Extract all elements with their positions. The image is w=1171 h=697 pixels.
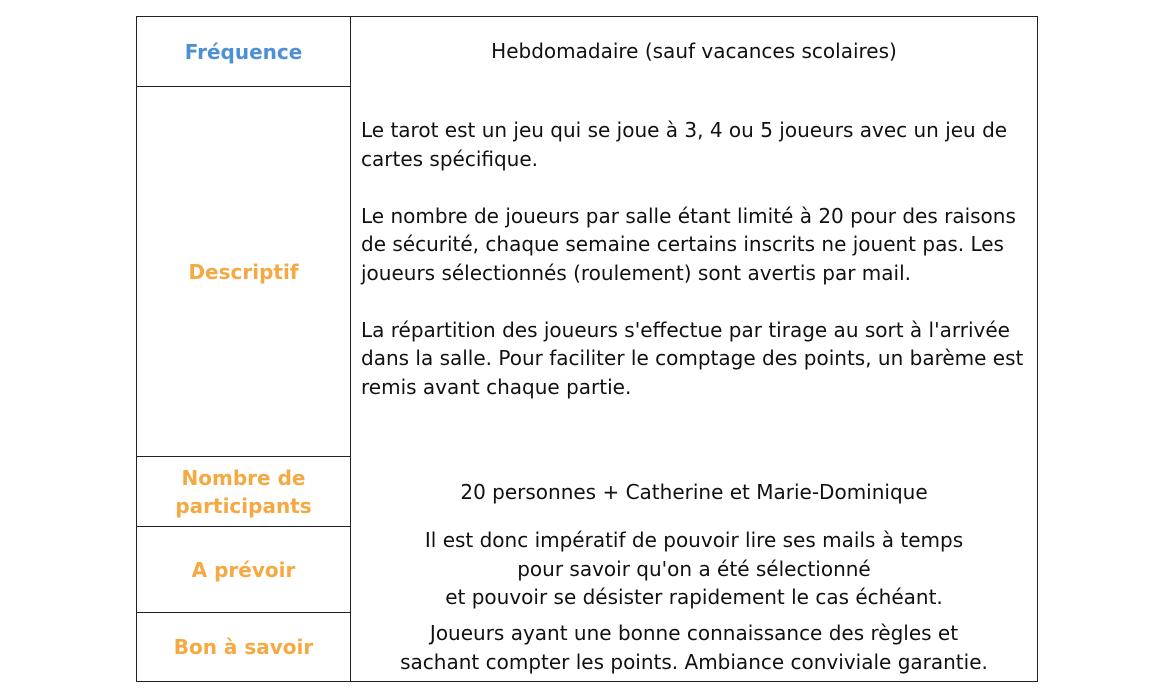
label-descriptif-text: Descriptif — [188, 259, 299, 284]
descriptif-paragraph-3: La répartition des joueurs s'effectue par tirage au sort à l'arrivée dans la salle. Pour faciliter le comptage des points, un barème est remis avant chaque partie. — [361, 317, 1024, 399]
value-frequence: Hebdomadaire (sauf vacances scolaires) — [491, 39, 897, 63]
a-prevoir-line-1: Il est donc impératif de pouvoir lire ses mails à temps — [424, 528, 964, 552]
value-descriptif — [361, 116, 1033, 401]
label-descriptif — [137, 87, 350, 457]
label-frequence-text: Fréquence — [184, 39, 303, 64]
label-a-prevoir — [137, 527, 350, 613]
bon-a-savoir-line-1: Joueurs ayant une bonne connaissance des règles et — [429, 621, 959, 645]
label-participants-line-2: participants — [175, 493, 312, 518]
value-bon-a-savoir — [351, 619, 1037, 676]
descriptif-paragraph-2: Le nombre de joueurs par salle étant limité à 20 pour des raisons de sécurité, chaque semaine certains inscrits ne jouent pas. Les joueurs sélectionnés (roulement) sont avertis par mail. — [361, 203, 1016, 285]
a-prevoir-line-3: et pouvoir se désister rapidement le cas échéant. — [445, 585, 943, 609]
descriptif-paragraph-1: Le tarot est un jeu qui se joue à 3, 4 ou 5 joueurs avec un jeu de cartes spécifique. — [361, 118, 1008, 171]
label-a-prevoir-text: A prévoir — [191, 557, 296, 582]
value-a-prevoir — [351, 526, 1037, 612]
label-participants — [137, 457, 350, 527]
label-bon-a-savoir — [137, 613, 350, 681]
bon-a-savoir-line-2: sachant compter les points. Ambiance conviviale garantie. — [400, 649, 988, 674]
label-frequence — [137, 17, 350, 87]
label-participants-line-1: Nombre de — [181, 465, 306, 490]
label-bon-a-savoir-text: Bon à savoir — [173, 635, 314, 659]
activity-info-table — [136, 16, 1038, 682]
value-participants: 20 personnes + Catherine et Marie-Dominique — [460, 480, 928, 504]
a-prevoir-line-2: pour savoir qu'on a été sélectionné — [517, 556, 871, 581]
